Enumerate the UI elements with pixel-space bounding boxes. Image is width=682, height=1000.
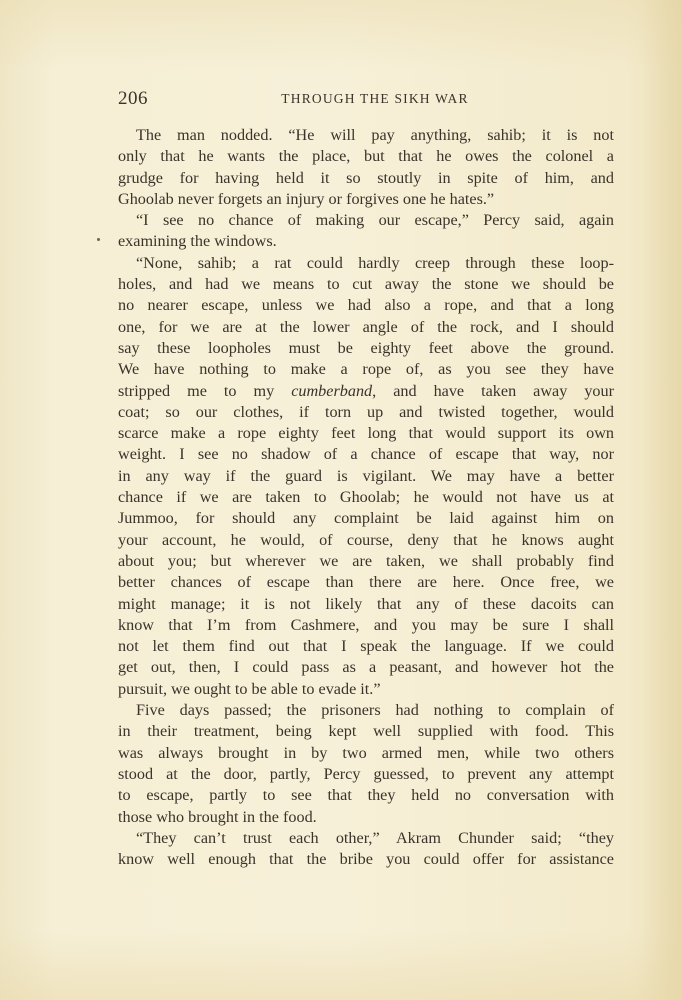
text-line: know that I’m from Cashmere, and you may be sure I shall	[118, 615, 614, 634]
page-top-shading	[0, 0, 682, 70]
page-header	[118, 88, 614, 112]
text-line: We have nothing to make a rope of, as you see they have	[118, 360, 614, 379]
text-line: about you; but wherever we are taken, we shall probably find	[118, 551, 614, 570]
text-line: know well enough that the bribe you could offer for assistance	[118, 850, 614, 869]
text-line: scarce make a rope eighty feet long that would support its own	[118, 424, 614, 443]
text-line: in any way if the guard is vigilant. We may have a better	[118, 466, 614, 485]
text-line: those who brought in the food.	[118, 807, 317, 826]
page-edge-shading	[642, 0, 682, 1000]
text-line: examining the windows.	[118, 232, 277, 251]
text-line: better chances of escape than there are here. Once free, we	[118, 573, 614, 592]
page-bottom-shading	[0, 930, 682, 1000]
text-line: weight. I see no shadow of a chance of escape that way, nor	[118, 445, 614, 464]
text-line: “None, sahib; a rat could hardly creep through these loop-	[136, 253, 614, 272]
text-line: one, for we are at the lower angle of the rock, and I should	[118, 317, 614, 336]
text-line: Ghoolab never forgets an injury or forgives one he hates.”	[118, 189, 495, 208]
italic-word: cumberband	[291, 381, 373, 400]
text-line: Jummoo, for should any complaint be laid against him on	[118, 509, 614, 528]
text-line: to escape, partly to see that they held no conversation with	[118, 786, 614, 805]
text-line	[118, 381, 614, 402]
text-line: The man nodded. “He will pay anything, sahib; it is not	[136, 126, 614, 144]
running-title: THROUGH THE SIKH WAR	[281, 91, 469, 106]
text-line: not let them find out that I speak the language. If we could	[118, 637, 614, 656]
text-line: “I see no chance of making our escape,” Percy said, again	[136, 211, 614, 230]
text-line: stood at the door, partly, Percy guessed, to prevent any attempt	[118, 764, 614, 783]
text-line: coat; so our clothes, if torn up and twisted together, would	[118, 402, 614, 421]
text-line: grudge for having held it so stoutly in spite of him, and	[118, 168, 614, 187]
text-line: get out, then, I could pass as a peasant, and however hot the	[118, 658, 614, 677]
text-line: no nearer escape, unless we had also a rope, and that a long	[118, 296, 614, 315]
text-line: only that he wants the place, but that he owes the colonel a	[118, 147, 614, 166]
text-line: “They can’t trust each other,” Akram Chunder said; “they	[136, 828, 614, 847]
text-line: your account, he would, of course, deny that he knows aught	[118, 530, 614, 549]
text-line: Five days passed; the prisoners had nothing to complain of	[136, 701, 614, 720]
text-segment: stripped me to my	[118, 381, 292, 400]
body-text	[118, 125, 614, 870]
text-line: might manage; it is not likely that any of these dacoits can	[118, 594, 614, 613]
margin-speck	[97, 238, 100, 241]
text-line: say these loopholes must be eighty feet above the ground.	[118, 338, 614, 357]
text-line: holes, and had we means to cut away the stone we should be	[118, 275, 614, 294]
text-line: in their treatment, being kept well supplied with food. This	[118, 722, 614, 741]
text-segment: , and have taken away your	[372, 381, 615, 400]
text-line: pursuit, we ought to be able to evade it.”	[118, 679, 381, 698]
text-line: chance if we are taken to Ghoolab; he would not have us at	[118, 488, 614, 507]
page-number: 206	[118, 88, 148, 109]
text-line: was always brought in by two armed men, while two others	[118, 743, 614, 762]
